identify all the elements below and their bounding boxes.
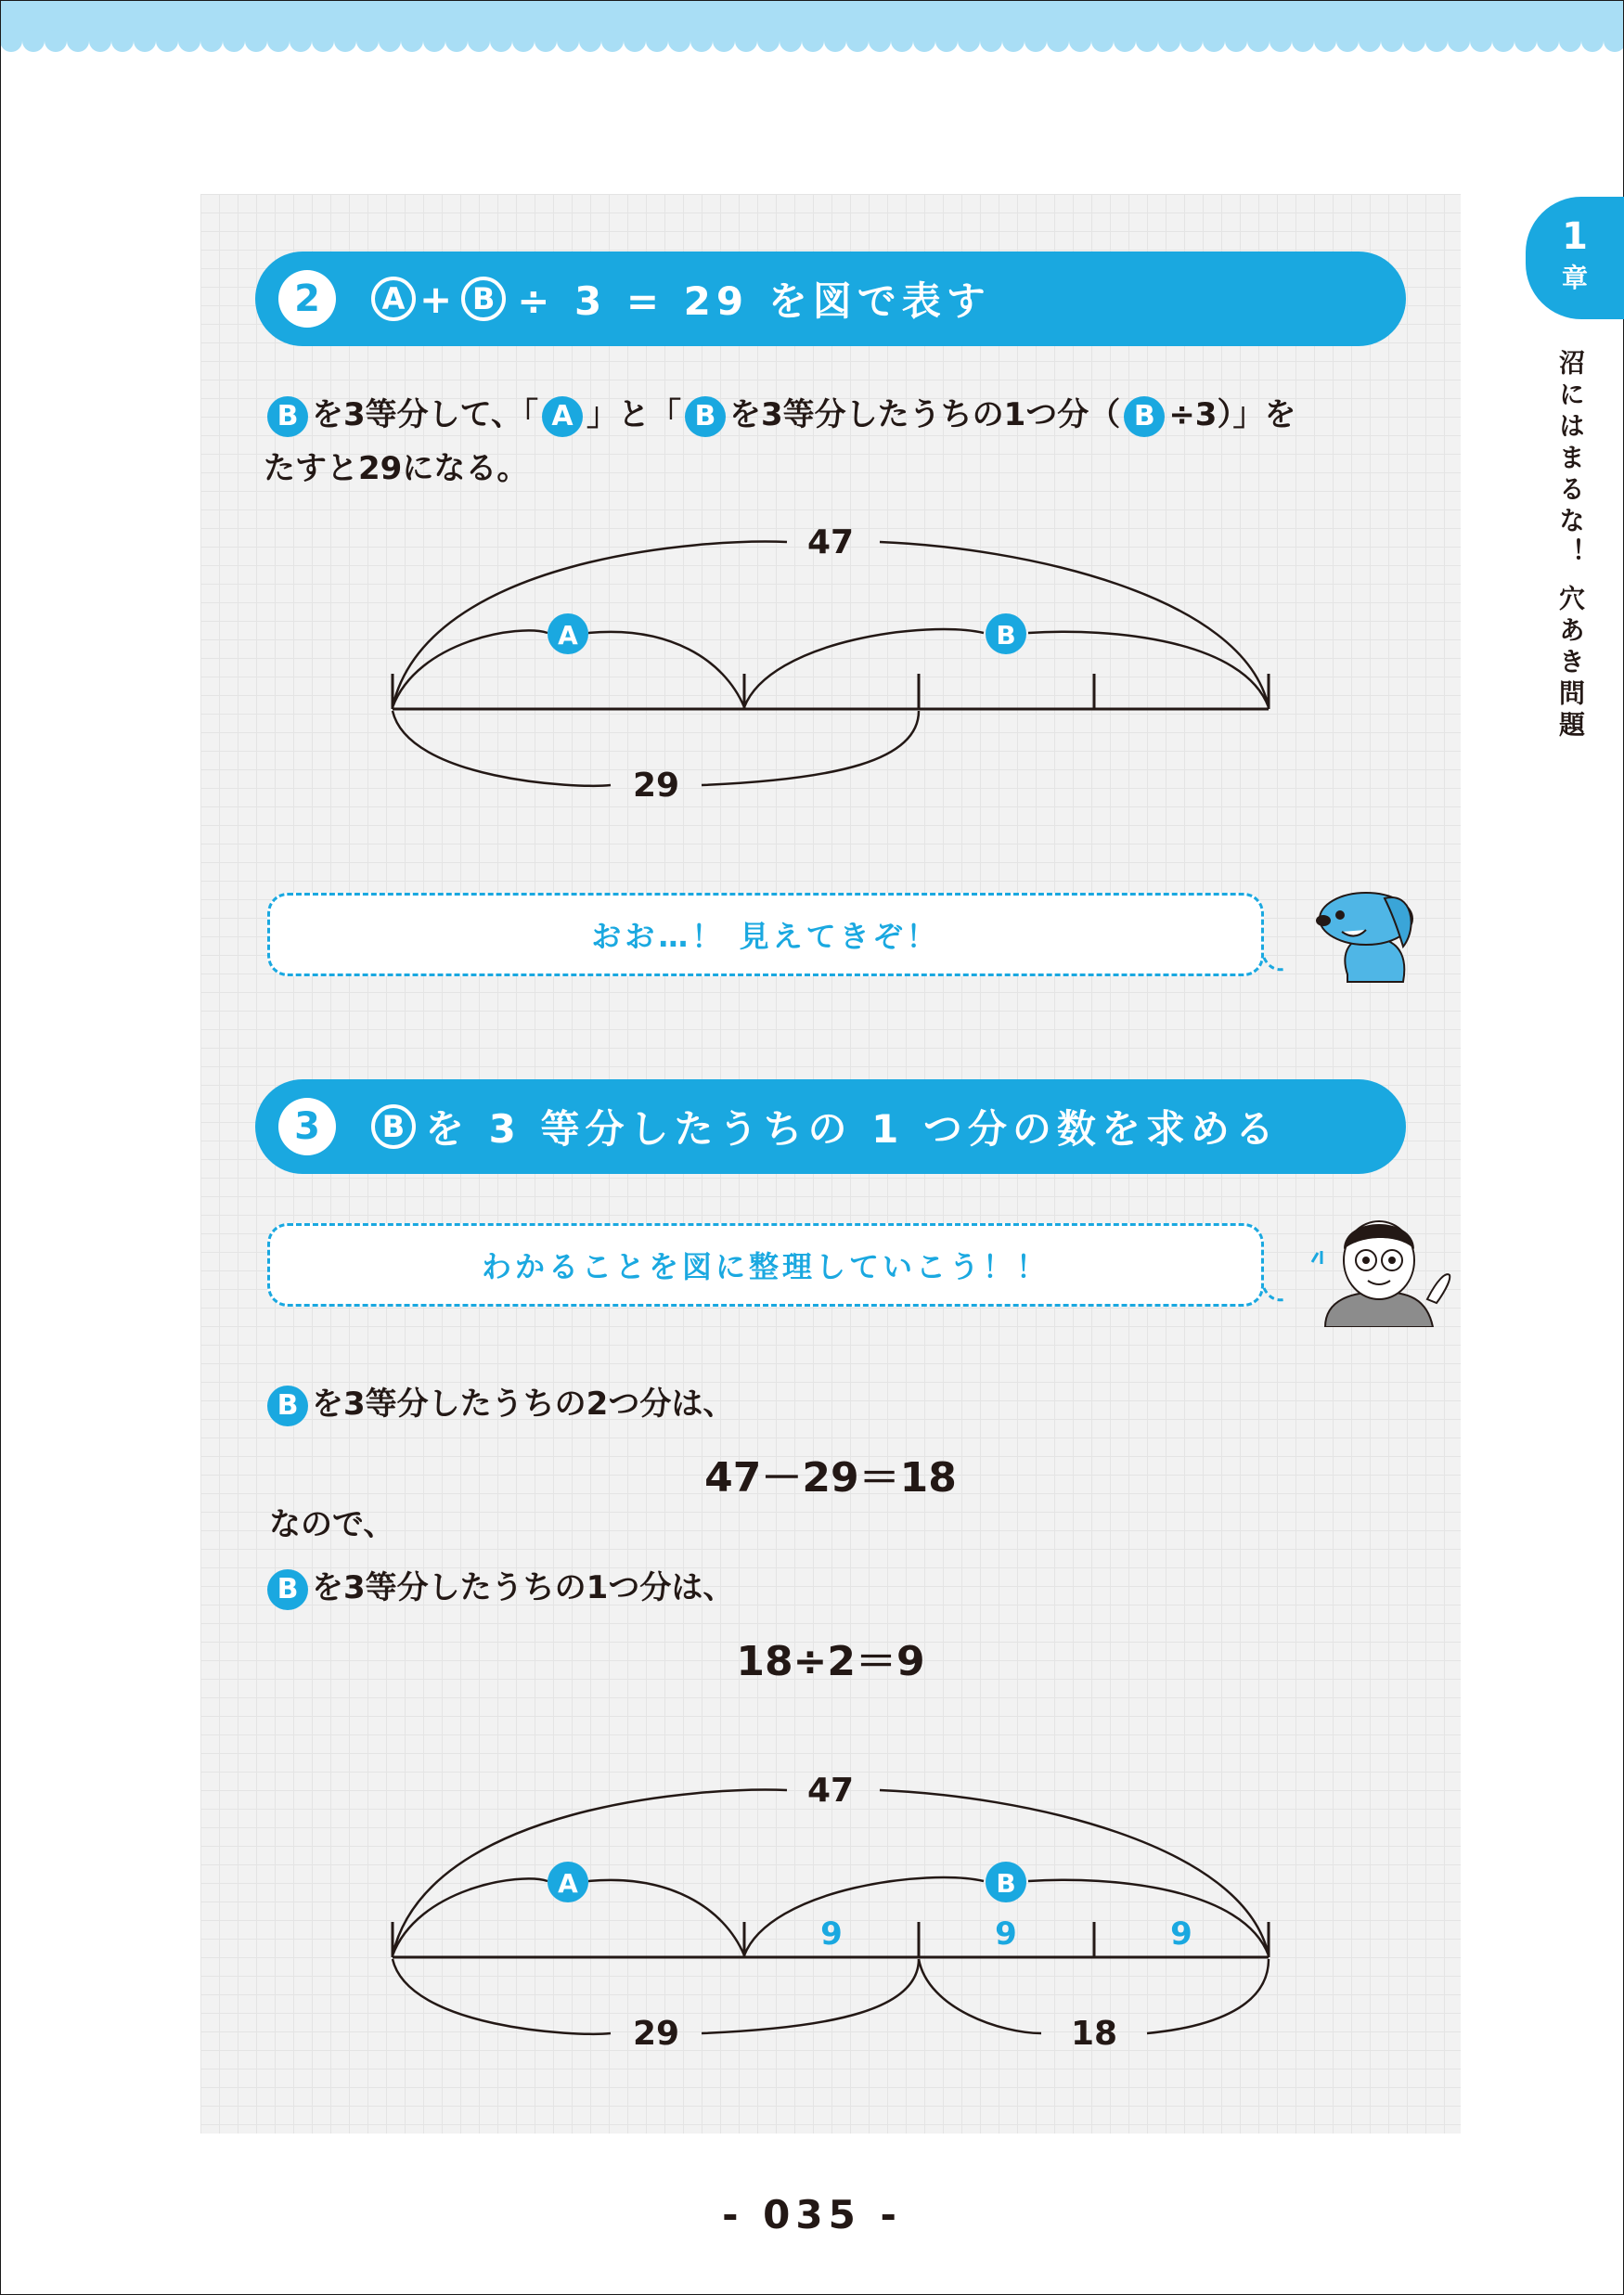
chapter-label: 章	[1561, 263, 1588, 293]
segment-label-3: 9	[1170, 1915, 1192, 1953]
paragraph-line-2: たすと29になる。	[264, 450, 529, 487]
badge-b: B	[267, 396, 308, 437]
section-3-title-rest: を 3 等分したうちの 1 つ分の数を求める	[425, 1106, 1280, 1152]
arc-a-right	[588, 1880, 744, 1955]
arc-a-left	[393, 630, 548, 707]
arc-29-left	[393, 711, 611, 786]
speech-bubble-1-text: おお…！ 見えてきぞ！	[591, 919, 940, 954]
scallop	[1537, 30, 1559, 52]
scallop	[401, 30, 423, 52]
section-3-number: 3	[278, 1098, 336, 1155]
scallop	[1314, 30, 1336, 52]
plus-sign: +	[419, 276, 458, 322]
scallop	[1403, 30, 1425, 52]
arc-29-left	[393, 1959, 611, 2034]
scallop	[1091, 30, 1114, 52]
label-18: 18	[1070, 2015, 1118, 2053]
circled-a: A	[371, 277, 416, 321]
scallop	[0, 30, 22, 52]
scallop	[356, 30, 379, 52]
badge-b: B	[1124, 396, 1165, 437]
text-fragment: を3等分して、「	[312, 396, 538, 433]
scallop	[267, 30, 290, 52]
diagram-1	[0, 501, 1624, 817]
scallop	[1247, 30, 1270, 52]
chapter-number: 1	[1562, 215, 1588, 258]
section-2-paragraph	[264, 388, 1405, 496]
label-total: 47	[806, 523, 855, 561]
page-number: - 035 -	[722, 2192, 902, 2237]
paragraph-line-1	[264, 388, 1405, 442]
scallop	[1470, 30, 1492, 52]
scallop	[713, 30, 735, 52]
scallop	[245, 30, 267, 52]
scallop	[1025, 30, 1047, 52]
diagram-2	[0, 1749, 1624, 2056]
scallop	[45, 30, 67, 52]
scallop	[1425, 30, 1448, 52]
scallop	[1336, 30, 1359, 52]
badge-b-label: B	[996, 620, 1016, 651]
scallop	[557, 30, 579, 52]
scallop	[290, 30, 312, 52]
scallop	[379, 30, 401, 52]
equation-1: 47－29＝18	[704, 1454, 957, 1502]
arc-b-left	[744, 1877, 984, 1955]
scallop	[1559, 30, 1581, 52]
arc-a-left	[393, 1878, 548, 1955]
text-fragment: を3等分したうちの1つ分は、	[312, 1569, 735, 1606]
scallop	[1514, 30, 1537, 52]
scallop	[913, 30, 935, 52]
arc-18-right	[1147, 1959, 1269, 2033]
circled-b: B	[371, 1104, 416, 1149]
scallop	[1359, 30, 1381, 52]
text-fragment: を3等分したうちの2つ分は、	[312, 1386, 735, 1423]
scallop	[134, 30, 156, 52]
segment-label-1: 9	[820, 1915, 843, 1953]
scallop	[89, 30, 111, 52]
scallop	[891, 30, 913, 52]
scallop	[668, 30, 690, 52]
scallop	[178, 30, 200, 52]
scallop	[1180, 30, 1203, 52]
section-2-title-rest: ÷ 3 = 29 を図で表す	[517, 278, 991, 324]
top-decorative-band	[0, 0, 1624, 56]
boy-character-icon	[1307, 1206, 1455, 1327]
badge-b: B	[685, 396, 726, 437]
arc-b-left	[744, 629, 984, 707]
explain-line-1	[264, 1377, 1377, 1431]
scallop	[1225, 30, 1247, 52]
label-29: 29	[632, 767, 680, 805]
scallop	[1270, 30, 1292, 52]
bubble-tail	[1262, 954, 1290, 976]
scallop	[802, 30, 824, 52]
scallop	[757, 30, 780, 52]
scallop	[579, 30, 601, 52]
scallop	[958, 30, 980, 52]
scallop	[535, 30, 557, 52]
explain-line-2: なので、	[269, 1506, 395, 1543]
section-3-title	[367, 1099, 1280, 1154]
label-total: 47	[806, 1772, 855, 1810]
text-fragment: 」と「	[586, 396, 681, 433]
speech-bubble-2-text: わかることを図に整理していこう！！	[481, 1249, 1050, 1284]
scallop	[512, 30, 535, 52]
scallop	[935, 30, 958, 52]
arc-total-left	[393, 542, 787, 707]
label-29: 29	[632, 2015, 680, 2053]
scallop	[735, 30, 757, 52]
scallop	[1292, 30, 1314, 52]
scallop	[824, 30, 846, 52]
scallop	[312, 30, 334, 52]
circled-b: B	[461, 277, 506, 321]
arc-29-right	[702, 1959, 919, 2033]
scallop	[690, 30, 713, 52]
badge-b: B	[267, 1569, 308, 1610]
scallop	[1002, 30, 1025, 52]
text-fragment: を3等分したうちの1つ分（	[728, 396, 1121, 433]
scallop	[223, 30, 245, 52]
arc-total-right	[880, 542, 1269, 707]
badge-b: B	[267, 1386, 308, 1426]
scallop	[1492, 30, 1514, 52]
equation-2: 18÷2＝9	[736, 1638, 925, 1685]
scallop	[423, 30, 445, 52]
badge-a: A	[542, 396, 583, 437]
scallop	[646, 30, 668, 52]
scallop	[468, 30, 490, 52]
scallop	[67, 30, 89, 52]
arc-18-left	[919, 1959, 1041, 2033]
scallop	[869, 30, 891, 52]
section-2-heading	[258, 254, 1403, 343]
scallop	[1136, 30, 1158, 52]
chapter-title: 沼にはまるな！ 穴あき問題	[1555, 349, 1586, 742]
speech-bubble-2	[267, 1223, 1264, 1307]
scallop	[1203, 30, 1225, 52]
arc-total-right	[880, 1790, 1269, 1955]
arc-b-right	[1028, 632, 1269, 707]
bubble-tail	[1262, 1284, 1290, 1307]
scallop	[601, 30, 624, 52]
scallop	[445, 30, 468, 52]
arc-29-right	[702, 711, 919, 785]
scallop	[1069, 30, 1091, 52]
scallop	[156, 30, 178, 52]
section-2-number: 2	[278, 270, 336, 328]
section-3-heading	[258, 1082, 1403, 1171]
scallop	[1381, 30, 1403, 52]
scallop	[334, 30, 356, 52]
scallop	[980, 30, 1002, 52]
scallop	[1581, 30, 1604, 52]
dog-character-icon	[1310, 872, 1422, 984]
badge-a-label: A	[558, 1868, 578, 1899]
chapter-tab	[1526, 197, 1624, 319]
scallop	[1158, 30, 1180, 52]
scallop	[1047, 30, 1069, 52]
explain-line-3	[264, 1561, 1377, 1615]
badge-a-label: A	[558, 620, 578, 651]
scallop	[846, 30, 869, 52]
section-2-title	[367, 271, 991, 327]
arc-b-right	[1028, 1880, 1269, 1955]
speech-bubble-1	[267, 893, 1264, 976]
segment-label-2: 9	[995, 1915, 1017, 1953]
scallop	[200, 30, 223, 52]
scallop	[1114, 30, 1136, 52]
scallop	[22, 30, 45, 52]
scallop	[490, 30, 512, 52]
scallop	[1448, 30, 1470, 52]
scallop	[111, 30, 134, 52]
text-fragment: ÷3）」を	[1168, 396, 1296, 433]
scallop	[624, 30, 646, 52]
scallop	[780, 30, 802, 52]
badge-b-label: B	[996, 1868, 1016, 1899]
arc-total-left	[393, 1790, 787, 1955]
arc-a-right	[588, 632, 744, 707]
